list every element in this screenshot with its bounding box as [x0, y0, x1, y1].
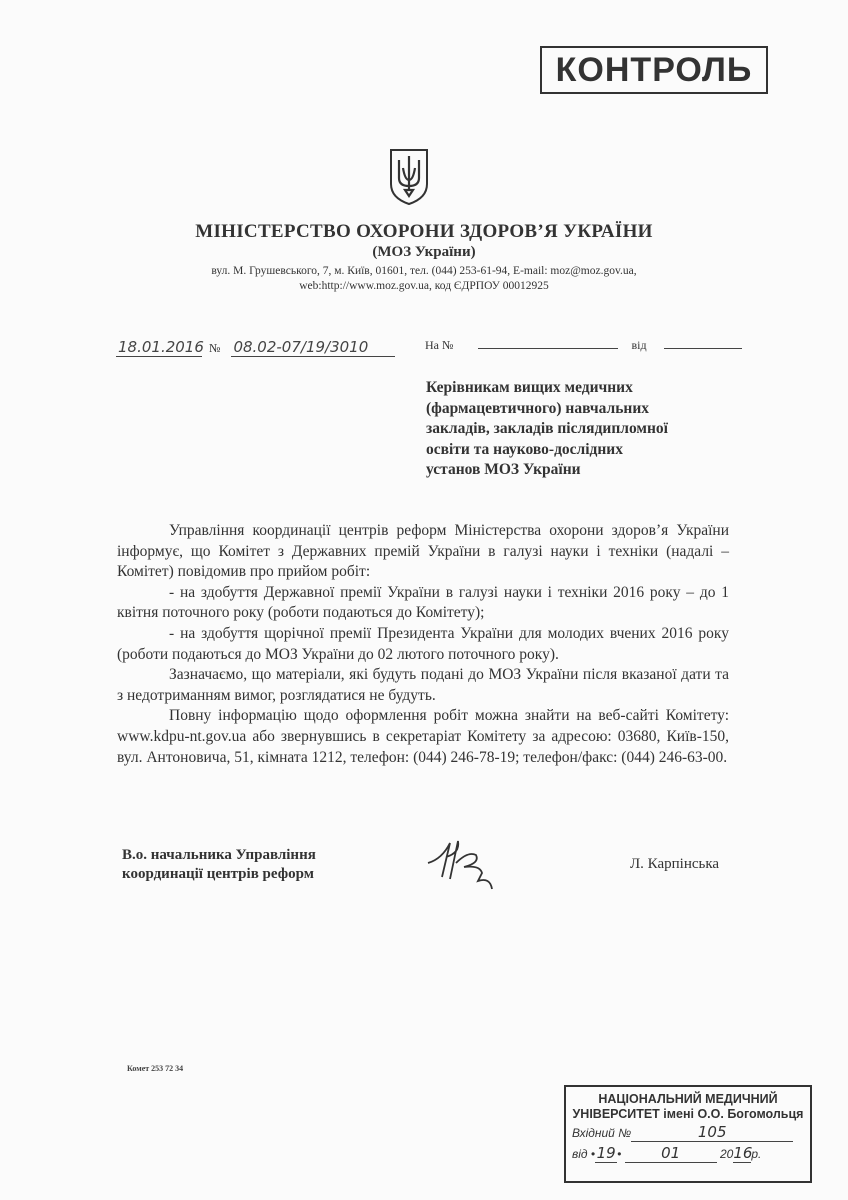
footnote: Комет 253 72 34 — [127, 1064, 184, 1073]
signatory-name: Л. Карпінська — [630, 856, 720, 872]
reply-label: На № — [425, 338, 454, 352]
body-paragraph: Управління координації центрів реформ Міністерства охорони здоров’я України інформує, що Комітет з Державних премій України в галузі науки і техніки (надалі – Комітет) повідомив про прийом робіт: — [117, 522, 729, 581]
year-prefix: 20 — [720, 1147, 734, 1161]
outgoing-date: 18.01.2016 — [118, 338, 204, 356]
signatory-title-line: координації центрів реформ — [122, 866, 314, 882]
number-label: № — [209, 341, 221, 355]
addressee-block — [426, 378, 746, 481]
signatory-title — [122, 846, 316, 884]
body-paragraph: Зазначаємо, що матеріали, які будуть подані до МОЗ України після вказаної дати та з недотриманням вимог, розглядатися не будуть. — [117, 666, 729, 704]
incoming-number-row — [572, 1123, 810, 1142]
from-label: від — [631, 338, 647, 352]
incoming-year: 16 — [733, 1144, 753, 1162]
ministry-name: МІНІСТЕРСТВО ОХОРОНИ ЗДОРОВ’Я УКРАЇНИ — [195, 221, 653, 242]
incoming-date-row: від •19• 01 2016р. — [572, 1144, 762, 1162]
control-stamp: КОНТРОЛЬ — [540, 46, 768, 94]
stamp-university-line1: НАЦІОНАЛЬНИЙ МЕДИЧНИЙ — [598, 1092, 778, 1106]
handwritten-signature-icon — [420, 833, 510, 893]
trident-coat-of-arms-icon — [385, 146, 433, 206]
addressee-line: закладів, закладів післядипломної — [426, 420, 668, 437]
ministry-address: вул. М. Грушевського, 7, м. Київ, 01601, тел. (044) 253-61-94, E-mail: moz@moz.gov.ua, — [211, 265, 637, 277]
incoming-registration-stamp — [564, 1085, 812, 1183]
reply-reference — [425, 338, 742, 353]
date-label: від — [572, 1147, 588, 1161]
incoming-month: 01 — [625, 1144, 717, 1163]
registration-line — [116, 338, 395, 357]
addressee-line: освіти та науково-дослідних — [426, 440, 623, 458]
incoming-day: 19 — [596, 1144, 616, 1162]
body-paragraph: Повну інформацію щодо оформлення робіт можна знайти на веб-сайті Комітету: www.kdpu-nt.gov.ua або звернувшись в секретаріат Комітету за адресою: 03680, Київ-150, вул. Антоновича, 51, кімната 1212, телефон: (044) 246-78-19; телефон/факс: (044) 246-63-00. — [117, 707, 729, 766]
outgoing-number: 08.02-07/19/3010 — [231, 338, 395, 357]
body-bullet: - на здобуття Державної премії України в галузі науки і техніки 2016 року – до 1 квітня поточного року (роботи подаються до Комітету); — [117, 583, 729, 622]
reply-number-field — [478, 348, 618, 349]
addressee-line: (фармацевтичного) навчальних — [426, 399, 650, 417]
stamp-university-line2: УНІВЕРСИТЕТ імені О.О. Богомольця — [572, 1107, 804, 1121]
signatory-title-line: В.о. начальника Управління — [122, 847, 316, 863]
incoming-number: 105 — [631, 1123, 793, 1142]
body-bullet: - на здобуття щорічної премії Президента України для молодих вчених 2016 року (роботи подаються до МОЗ України до 02 лютого поточного року). — [117, 624, 729, 663]
letter-body — [117, 521, 729, 768]
incoming-label: Вхідний № — [572, 1126, 632, 1140]
from-date-field — [664, 348, 742, 349]
addressee-line: установ МОЗ України — [426, 461, 581, 478]
year-unit: р. — [751, 1147, 762, 1161]
ministry-web-and-code: web:http://www.moz.gov.ua, код ЄДРПОУ 00012925 — [299, 280, 549, 292]
ministry-abbreviation: (МОЗ України) — [372, 244, 476, 260]
addressee-line: Керівникам вищих медичних — [426, 379, 633, 396]
